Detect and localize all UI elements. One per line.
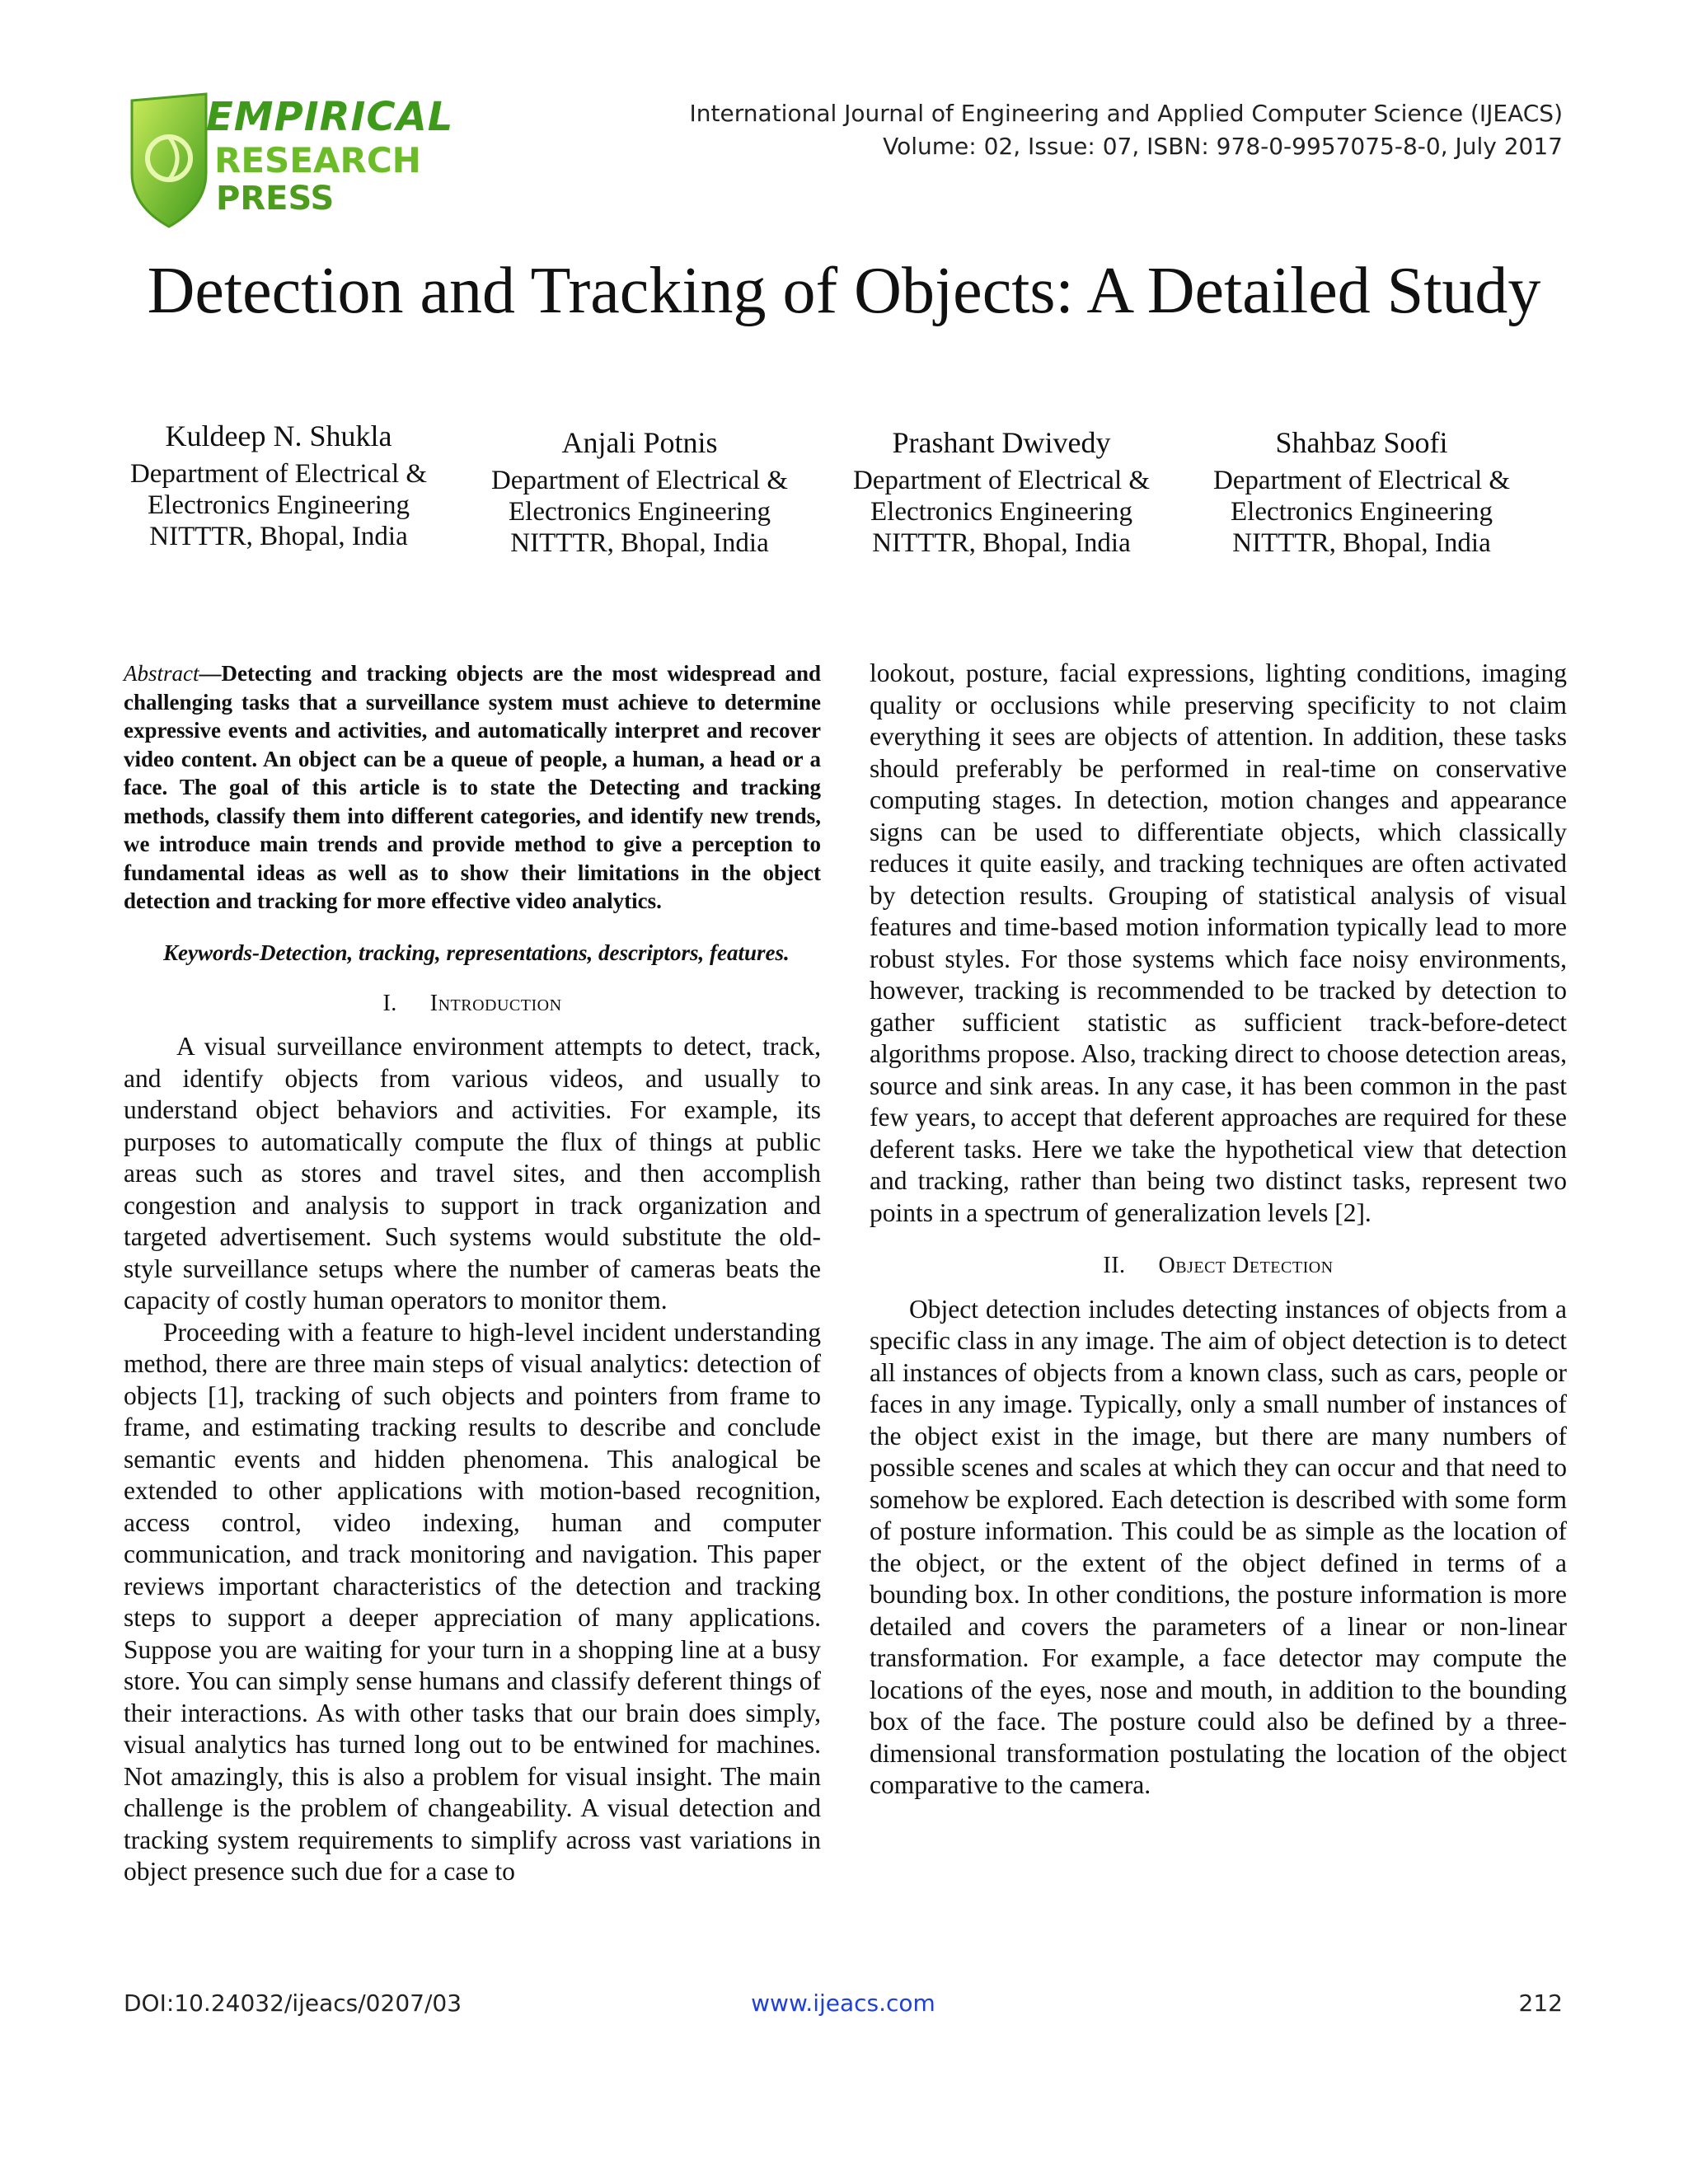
- author-block: [1184, 427, 1539, 559]
- author-affiliation: NITTTR, Bhopal, India: [1232, 528, 1491, 558]
- author-dept: Department of Electrical &: [852, 466, 1151, 495]
- author-dept: Department of Electrical &: [129, 459, 428, 489]
- publisher-logo: [124, 91, 454, 231]
- author-dept: Electronics Engineering: [509, 497, 771, 527]
- author-affiliation: NITTTR, Bhopal, India: [149, 522, 408, 551]
- journal-website-link[interactable]: www.ijeacs.com: [751, 1990, 935, 2017]
- author-dept: Electronics Engineering: [1231, 497, 1493, 527]
- author-name: Prashant Dwivedy: [892, 426, 1111, 459]
- paragraph: Object detection includes detecting instances of objects from a specific class in any image. The aim of object detection is to detect all instances of objects from a known class, such as cars, people or faces in any image. Typically, only a small number of instances of the object exist in the image, but there are many numbers of possible scenes and scales at which they can occur and that need to somehow be explored. Each detection is described with some form of posture information. This could be as simple as the location of the object, or the extent of the object defined in terms of a bounding box. In other conditions, the posture information is more detailed and covers the parameters of a linear or non-linear transformation. For example, a face detector may compute the locations of the eyes, nose and mouth, in addition to the bounding box of the face. The posture could also be defined by a three-dimensional transformation postulating the location of the object comparative to the camera.: [870, 1294, 1567, 1799]
- journal-name: International Journal of Engineering and Applied Computer Science (IJEACS): [689, 100, 1563, 127]
- section-title: Introduction: [429, 990, 562, 1016]
- paragraph: lookout, posture, facial expressions, lighting conditions, imaging quality or occlusions while preserving specificity to not claim everything it sees are objects of attention. In addition, these tasks should preferably be performed in real-time on conservative computing stages. In detection, motion changes and appearance signs can be used to differentiate objects, which classically reduces it quite easily, and tracking techniques are often activated by detection results. Grouping of statistical analysis of visual features and time-based motion information typically lead to more robust styles. For those systems which face noisy environments, however, tracking is recommended to be tracked by detection to gather sufficient statistic as sufficient track-before-detect algorithms propose. Also, tracking direct to choose detection areas, source and sink areas. In any case, it has been common in the past few years, to accept that deferent approaches are required for these deferent tasks. Here we take the hypothetical view that detection and tracking, rather than being two distinct tasks, represent two points in a spectrum of generalization levels [2].: [870, 658, 1567, 1227]
- author-dept: Department of Electrical &: [490, 466, 789, 495]
- author-name: Shahbaz Soofi: [1275, 426, 1448, 459]
- section-number: I.: [382, 990, 397, 1016]
- author-affiliation: NITTTR, Bhopal, India: [510, 528, 769, 558]
- abstract-text: —Detecting and tracking objects are the most widespread and challenging tasks that a surveillance system must achieve to determine expressive events and activities, and automatically interpret and recover video content. An object can be a queue of people, a human, a head or a face. The goal of this article is to state the Detecting and tracking methods, classify them into different categories, and identify new trends, we introduce main trends and provide method to give a perception to fundamental ideas as well as to show their limitations in the object detection and tracking for more effective video analytics.: [124, 661, 821, 913]
- author-affiliation: NITTTR, Bhopal, India: [872, 528, 1131, 558]
- author-block: [824, 427, 1179, 559]
- page-number: 212: [1518, 1990, 1563, 2017]
- keywords: Keywords-Detection, tracking, representations, descriptors, features.: [163, 940, 790, 965]
- author-dept: Department of Electrical &: [1212, 466, 1511, 495]
- section-title: Object Detection: [1158, 1253, 1334, 1278]
- paragraph: A visual surveillance environment attempts to detect, track, and identify objects from various videos, and usually to understand object behaviors and activities. For example, its purposes to automatically compute the flux of things at public areas such as stores and travel sites, and then accomplish congestion and analysis to support in track organization and targeted advertisement. Such systems would substitute the old-style surveillance setups where the number of cameras beats the capacity of costly human operators to monitor them.: [124, 1032, 821, 1315]
- paper-title: Detection and Tracking of Objects: A Detailed Study: [147, 255, 1541, 327]
- doi-label: DOI:10.24032/ijeacs/0207/03: [124, 1990, 462, 2017]
- author-dept: Electronics Engineering: [148, 490, 410, 520]
- left-column: [124, 659, 821, 1888]
- logo-text-research: RESEARCH: [214, 140, 421, 180]
- author-name: Anjali Potnis: [561, 426, 718, 459]
- right-column: [870, 658, 1567, 1802]
- abstract-label: Abstract: [124, 661, 199, 686]
- journal-volume: Volume: 02, Issue: 07, ISBN: 978-0-9957075-8-0, July 2017: [883, 133, 1563, 160]
- shield-icon: [124, 91, 214, 231]
- section-number: II.: [1103, 1253, 1126, 1278]
- logo-text-empirical: EMPIRICAL: [206, 94, 454, 140]
- author-name: Kuldeep N. Shukla: [165, 419, 392, 452]
- logo-text-press: PRESS: [216, 180, 335, 218]
- author-block: [101, 420, 456, 552]
- section-heading-object-detection: [870, 1250, 1567, 1282]
- section-heading-introduction: [124, 988, 821, 1020]
- author-dept: Electronics Engineering: [870, 497, 1132, 527]
- author-block: [462, 427, 817, 559]
- abstract: [124, 659, 821, 916]
- journal-header: [577, 97, 1563, 163]
- paragraph: Proceeding with a feature to high-level incident understanding method, there are three main steps of visual analytics: detection of objects [1], tracking of such objects and pointers from frame to frame, and estimating tracking results to describe and conclude semantic events and hidden phenomena. This analogical be extended to other applications with motion-based recognition, access control, video indexing, human and computer communication, and track monitoring and navigation. This paper reviews important characteristics of the detection and tracking steps to support a deeper appreciation of many applications. Suppose you are waiting for your turn in a shopping line at a busy store. You can simply sense humans and classify deferent things of their interactions. As with other tasks that our brain does simply, visual analytics has turned long out to be entwined for machines. Not amazingly, this is also a problem for visual insight. The main challenge is the problem of changeability. A visual detection and tracking system requirements to simplify across vast variations in object presence such due for a case to: [124, 1317, 821, 1886]
